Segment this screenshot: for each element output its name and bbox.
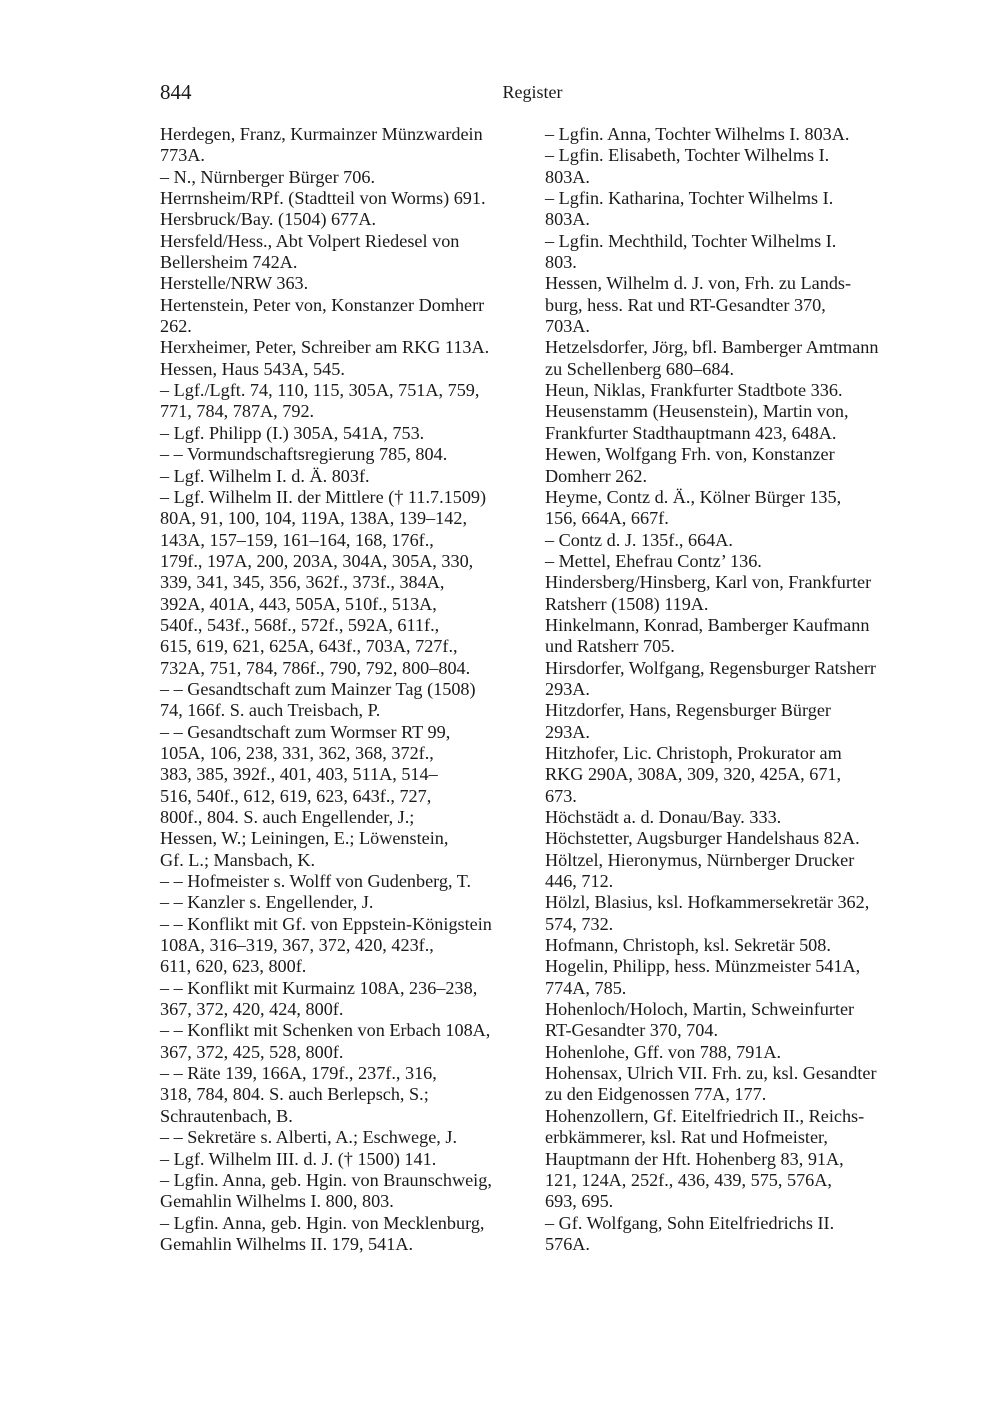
index-subentry — [545, 124, 917, 145]
index-entry-line: 732A, 751, 784, 786f., 790, 792, 800–804. — [160, 657, 471, 678]
index-entry-line: – – Gesandtschaft zum Mainzer Tag (1508) — [160, 678, 476, 699]
index-entry-line: 367, 372, 420, 424, 800f. — [160, 999, 344, 1020]
index-entry-line: – Lgf. Wilhelm I. d. Ä. 803f. — [160, 465, 370, 486]
index-entry-line: Hitzhofer, Lic. Christoph, Prokurator am — [545, 742, 842, 763]
index-entry-line: 108A, 316–319, 367, 372, 420, 423f., — [160, 935, 434, 956]
index-entry — [545, 1106, 917, 1213]
index-entry-line: Herrnsheim/RPf. (Stadtteil von Worms) 691. — [160, 188, 486, 209]
index-entry-line: – Lgf. Wilhelm III. d. J. († 1500) 141. — [160, 1148, 437, 1169]
index-entry-line: 367, 372, 425, 528, 800f. — [160, 1041, 344, 1062]
page-header — [160, 80, 905, 106]
index-subentry — [160, 871, 532, 892]
index-entry-line: 611, 620, 623, 800f. — [160, 956, 307, 977]
index-entry — [545, 850, 917, 893]
index-entry — [160, 337, 532, 358]
index-entry-line: Frankfurter Stadthauptmann 423, 648A. — [545, 422, 837, 443]
index-subentry — [160, 1020, 532, 1063]
index-entry — [545, 828, 917, 849]
index-entry-line: – Lgfin. Anna, geb. Hgin. von Braunschweig, — [160, 1169, 492, 1190]
index-entry-line: 703A. — [545, 316, 590, 337]
index-entry-line: 80A, 91, 100, 104, 119A, 138A, 139–142, — [160, 508, 467, 529]
index-entry-line: 339, 341, 345, 356, 362f., 373f., 384A, — [160, 572, 445, 593]
index-entry-line: Höltzel, Hieronymus, Nürnberger Drucker — [545, 849, 855, 870]
index-subentry — [160, 892, 532, 913]
index-entry-line: Hölzl, Blasius, ksl. Hofkammersekretär 362, — [545, 892, 870, 913]
index-entry — [160, 295, 532, 338]
index-entry-line: – Lgfin. Anna, geb. Hgin. von Mecklenburg, — [160, 1212, 485, 1233]
index-entry-line: 392A, 401A, 443, 505A, 510f., 513A, — [160, 593, 437, 614]
index-entry — [545, 273, 917, 337]
index-entry-line: RKG 290A, 308A, 309, 320, 425A, 671, — [545, 764, 842, 785]
index-entry-line: 383, 385, 392f., 401, 403, 511A, 514– — [160, 764, 438, 785]
index-entry-line: – Lgfin. Katharina, Tochter Wilhelms I. — [545, 188, 834, 209]
index-entry-line: Hessen, W.; Leiningen, E.; Löwenstein, — [160, 828, 449, 849]
index-entry-line: zu den Eidgenossen 77A, 177. — [545, 1084, 767, 1105]
index-entry-line: – Lgf. Wilhelm II. der Mittlere († 11.7.1509) — [160, 486, 487, 507]
index-entry-line: 803A. — [545, 209, 590, 230]
index-entry-line: 318, 784, 804. S. auch Berlepsch, S.; — [160, 1084, 429, 1105]
index-entry-line: 774A, 785. — [545, 977, 627, 998]
index-subentry — [545, 530, 917, 551]
index-subentry — [545, 188, 917, 231]
index-subentry — [160, 1063, 532, 1127]
index-entry — [545, 807, 917, 828]
index-column-right — [545, 124, 917, 1255]
index-subentry — [160, 466, 532, 487]
index-entry-line: 673. — [545, 785, 577, 806]
index-entry-line: – N., Nürnberger Bürger 706. — [160, 166, 376, 187]
index-entry-line: 105A, 106, 238, 331, 362, 368, 372f., — [160, 742, 434, 763]
index-entry-line: 446, 712. — [545, 871, 614, 892]
index-entry-line: Hessen, Haus 543A, 545. — [160, 358, 345, 379]
index-entry-line: – – Kanzler s. Engellender, J. — [160, 892, 374, 913]
index-entry-line: 74, 166f. S. auch Treisbach, P. — [160, 700, 381, 721]
index-entry-line: Gemahlin Wilhelms I. 800, 803. — [160, 1191, 394, 1212]
index-entry-line: 540f., 543f., 568f., 572f., 592A, 611f., — [160, 614, 440, 635]
index-subentry — [160, 380, 532, 423]
index-entry-line: 574, 732. — [545, 913, 614, 934]
index-entry-line: 771, 784, 787A, 792. — [160, 401, 315, 422]
index-entry-line: Hersbruck/Bay. (1504) 677A. — [160, 209, 377, 230]
index-entry-line: 293A. — [545, 678, 590, 699]
index-entry-line: 773A. — [160, 145, 205, 166]
index-entry-line: Schrautenbach, B. — [160, 1105, 293, 1126]
index-entry — [545, 380, 917, 401]
index-entry-line: Hindersberg/Hinsberg, Karl von, Frankfurter — [545, 572, 872, 593]
index-entry-line: Hohensax, Ulrich VII. Frh. zu, ksl. Gesandter — [545, 1063, 877, 1084]
index-entry-line: Domherr 262. — [545, 465, 648, 486]
index-entry-line: Heyme, Contz d. Ä., Kölner Bürger 135, — [545, 486, 842, 507]
index-entry-line: Hetzelsdorfer, Jörg, bfl. Bamberger Amtmann — [545, 337, 879, 358]
index-entry-line: burg, hess. Rat und RT-Gesandter 370, — [545, 294, 826, 315]
index-subentry — [160, 1127, 532, 1148]
index-entry-line: Heun, Niklas, Frankfurter Stadtbote 336. — [545, 380, 843, 401]
index-entry-line: Hofmann, Christoph, ksl. Sekretär 508. — [545, 935, 831, 956]
index-entry — [160, 231, 532, 274]
index-entry-line: – Mettel, Ehefrau Contz’ 136. — [545, 550, 762, 571]
index-entry-line: Hinkelmann, Konrad, Bamberger Kaufmann — [545, 614, 870, 635]
index-entry-line: Herdegen, Franz, Kurmainzer Münzwardein — [160, 124, 483, 144]
index-entry-line: Hohenlohe, Gff. von 788, 791A. — [545, 1041, 782, 1062]
index-entry-line: Gemahlin Wilhelms II. 179, 541A. — [160, 1233, 414, 1254]
index-entry — [545, 700, 917, 743]
index-entry-line: zu Schellenberg 680–684. — [545, 358, 735, 379]
index-entry-line: – – Konflikt mit Gf. von Eppstein-Königstein — [160, 913, 492, 934]
index-entry-line: – – Hofmeister s. Wolff von Gudenberg, T. — [160, 871, 472, 892]
index-entry-line: Hauptmann der Hft. Hohenberg 83, 91A, — [545, 1148, 844, 1169]
index-subentry — [160, 679, 532, 722]
index-entry — [545, 1063, 917, 1106]
index-entry-line: Höchstetter, Augsburger Handelshaus 82A. — [545, 828, 860, 849]
page-number: 844 — [160, 80, 192, 104]
index-entry-line: Hertenstein, Peter von, Konstanzer Domherr — [160, 294, 485, 315]
index-subentry — [160, 167, 532, 188]
index-entry-line: – Contz d. J. 135f., 664A. — [545, 529, 733, 550]
index-entry — [545, 572, 917, 615]
index-entry-line: Hessen, Wilhelm d. J. von, Frh. zu Lands- — [545, 273, 852, 294]
index-entry — [545, 956, 917, 999]
index-entry-line: Hitzdorfer, Hans, Regensburger Bürger — [545, 700, 831, 721]
index-subentry — [160, 914, 532, 978]
index-entry — [545, 337, 917, 380]
index-entry-line: Ratsherr (1508) 119A. — [545, 593, 709, 614]
index-entry-line: Herstelle/NRW 363. — [160, 273, 309, 294]
index-entry-line: Hirsdorfer, Wolfgang, Regensburger Ratsherr — [545, 657, 876, 678]
index-subentry — [545, 231, 917, 274]
index-entry-line: 693, 695. — [545, 1191, 614, 1212]
index-entry-line: – Lgf./Lgft. 74, 110, 115, 305A, 751A, 759, — [160, 380, 480, 401]
index-entry-line: Hohenloch/Holoch, Martin, Schweinfurter — [545, 999, 855, 1020]
index-subentry — [160, 1213, 532, 1256]
index-entry-line: RT-Gesandter 370, 704. — [545, 1020, 719, 1041]
index-entry-line: – – Konflikt mit Schenken von Erbach 108A, — [160, 1020, 491, 1041]
index-entry — [545, 999, 917, 1042]
index-entry-line: Heusenstamm (Heusenstein), Martin von, — [545, 401, 849, 422]
index-entry-line: Herxheimer, Peter, Schreiber am RKG 113A. — [160, 337, 490, 358]
index-subentry — [545, 145, 917, 188]
index-entry-line: Hersfeld/Hess., Abt Volpert Riedesel von — [160, 230, 460, 251]
index-entry-line: – – Gesandtschaft zum Wormser RT 99, — [160, 721, 451, 742]
index-column-left — [160, 124, 532, 1255]
index-entry-line: 803A. — [545, 166, 590, 187]
index-entry-line: Bellersheim 742A. — [160, 252, 298, 273]
index-entry-line: – – Sekretäre s. Alberti, A.; Eschwege, J. — [160, 1127, 457, 1148]
index-entry — [545, 487, 917, 530]
index-entry-line: – Lgf. Philipp (I.) 305A, 541A, 753. — [160, 422, 425, 443]
index-entry-line: 143A, 157–159, 161–164, 168, 176f., — [160, 529, 434, 550]
index-entry-line: Hewen, Wolfgang Frh. von, Konstanzer — [545, 444, 835, 465]
index-entry-line: 516, 540f., 612, 619, 623, 643f., 727, — [160, 785, 432, 806]
index-entry — [545, 743, 917, 807]
index-entry-line: 615, 619, 621, 625A, 643f., 703A, 727f., — [160, 636, 458, 657]
index-entry-line: Hohenzollern, Gf. Eitelfriedrich II., Reichs- — [545, 1105, 865, 1126]
index-entry-line: – Lgfin. Anna, Tochter Wilhelms I. 803A. — [545, 124, 850, 144]
index-entry-line: 121, 124A, 252f., 436, 439, 575, 576A, — [545, 1169, 832, 1190]
index-entry-line: – Lgfin. Elisabeth, Tochter Wilhelms I. — [545, 145, 830, 166]
index-entry — [545, 658, 917, 701]
index-subentry — [160, 423, 532, 444]
index-entry — [545, 935, 917, 956]
index-entry-line: 293A. — [545, 721, 590, 742]
index-subentry — [160, 487, 532, 679]
index-subentry — [160, 444, 532, 465]
index-entry — [160, 124, 532, 167]
index-subentry — [160, 722, 532, 871]
index-subentry — [160, 978, 532, 1021]
index-entry-line: 800f., 804. S. auch Engellender, J.; — [160, 807, 415, 827]
index-entry — [160, 359, 532, 380]
index-entry-line: 156, 664A, 667f. — [545, 508, 669, 529]
index-entry — [160, 273, 532, 294]
index-entry-line: Hogelin, Philipp, hess. Münzmeister 541A, — [545, 956, 861, 977]
index-entry — [545, 444, 917, 487]
index-subentry — [545, 551, 917, 572]
index-entry-line: – Gf. Wolfgang, Sohn Eitelfriedrichs II. — [545, 1212, 835, 1233]
index-entry — [160, 188, 532, 209]
index-entry — [545, 1042, 917, 1063]
index-entry — [545, 401, 917, 444]
index-entry-line: Gf. L.; Mansbach, K. — [160, 849, 316, 870]
index-entry — [545, 615, 917, 658]
index-entry-line: – – Räte 139, 166A, 179f., 237f., 316, — [160, 1063, 437, 1084]
index-entry-line: – – Vormundschaftsregierung 785, 804. — [160, 444, 448, 465]
index-entry-line: und Ratsherr 705. — [545, 636, 675, 657]
index-entry-line: 179f., 197A, 200, 203A, 304A, 305A, 330, — [160, 550, 474, 571]
index-entry-line: 262. — [160, 316, 192, 337]
running-title: Register — [502, 82, 563, 102]
index-entry-line: Höchstädt a. d. Donau/Bay. 333. — [545, 807, 782, 827]
index-entry-line: 803. — [545, 252, 577, 273]
index-entry-line: – – Konflikt mit Kurmainz 108A, 236–238, — [160, 977, 478, 998]
index-entry — [160, 209, 532, 230]
index-entry — [545, 892, 917, 935]
index-entry-line: – Lgfin. Mechthild, Tochter Wilhelms I. — [545, 230, 837, 251]
index-subentry — [160, 1170, 532, 1213]
index-entry-line: erbkämmerer, ksl. Rat und Hofmeister, — [545, 1127, 828, 1148]
index-entry-line: 576A. — [545, 1233, 590, 1254]
index-subentry — [545, 1213, 917, 1256]
index-subentry — [160, 1149, 532, 1170]
